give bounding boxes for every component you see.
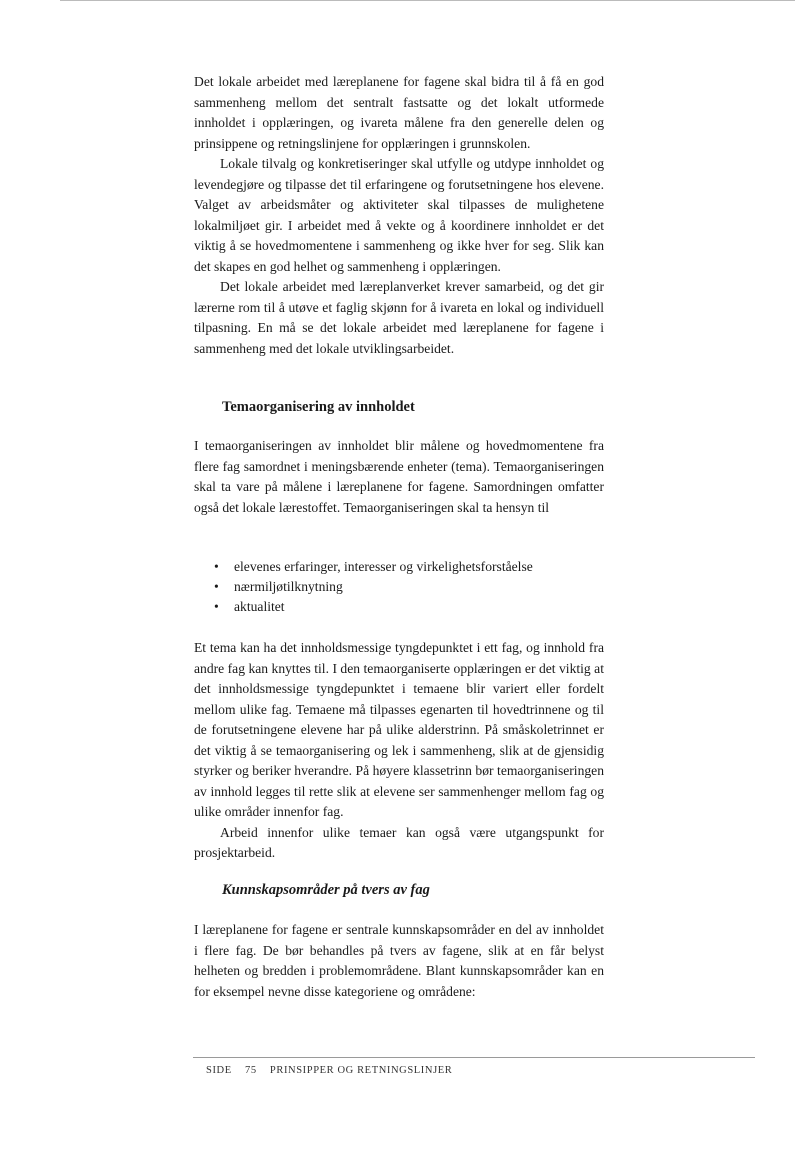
paragraph: Det lokale arbeidet med læreplanene for fagene skal bidra til å få en god sammenheng mellom det sentralt fastsatte og det lokalt utformede innholdet i opplæringen, og ivareta målene fra den generelle delen og prinsippene og retningslinjene for opplæringen i grunnskolen. [194,74,604,151]
knowledge-areas-section [194,920,604,1002]
paragraph: Lokale tilvalg og konkretiseringer skal utfylle og utdype innholdet og levendegjøre og tilpasse det til erfaringene og forutsetningene hos elevene. Valget av arbeidsmåter og aktiviteter skal tilpasses de mulighetene lokalmiljøet gir. I arbeidet med å vekte og å koordinere innholdet er det viktig å se hovedmomentene i sammenheng og ikke hver for seg. Slik kan det skapes en god helhet og sammenheng i opplæringen. [194,156,604,274]
page-number: 75 [244,1065,257,1076]
list-item [194,557,604,577]
paragraph: I temaorganiseringen av innholdet blir målene og hovedmomentene fra flere fag samordnet i meningsbærende enheter (tema). Temaorganiseringen skal ta vare på målene i læreplanene for fagene. Samordningen omfatter også det lokale lærestoffet. Temaorganiseringen skal ta hensyn til [194,438,604,515]
intro-section [194,72,604,359]
list-item [194,597,604,617]
theme-section [194,436,604,518]
bullet-list [194,557,604,617]
list-item-text: elevenes erfaringer, interesser og virkelighetsforståelse [234,559,533,574]
subsection-heading: Kunnskapsområder på tvers av fag [222,882,430,898]
paragraph: Et tema kan ha det innholdsmessige tyngdepunktet i ett fag, og innhold fra andre fag kan knyttes til. I den temaorganiserte opplæringen er det viktig at det innholdsmessige tyngdepunktet i temaene blir variert eller fordelt mellom ulike fag. Temaene må tilpasses egenarten til hovedtrinnene og til de forutsetningene elevene har på ulike alderstrinn. På småskoletrinnet er det viktig å se temaorganisering og lek i sammenheng, slik at de gjensidig styrker og beriker hverandre. På høyere klassetrinn bør temaorganiseringen av innhold legges til rette slik at elevene ser sammenhenger mellom fag og ulike områder innenfor fag. [194,640,604,819]
theme-details-section [194,638,604,864]
top-rule [60,0,795,1]
bullet-icon: • [214,599,219,614]
bullet-icon: • [214,579,219,594]
paragraph: I læreplanene for fagene er sentrale kunnskapsområder en del av innholdet i flere fag. De bør behandles på tvers av fagene, slik at en får belyst helheten og bredden i problemområdene. Blant kunnskapsområder kan en for eksempel nevne disse kategoriene og områdene: [194,922,604,999]
footer-side-label: SIDE [206,1065,232,1076]
paragraph: Arbeid innenfor ulike temaer kan også være utgangspunkt for prosjektarbeid. [194,824,604,860]
list-item-text: nærmiljøtilknytning [234,579,343,594]
section-heading: Temaorganisering av innholdet [222,399,415,415]
paragraph: Det lokale arbeidet med læreplanverket krever samarbeid, og det gir lærerne rom til å utøve et faglig skjønn for å ivareta en lokal og individuell tilpasning. En må se det lokale arbeidet med læreplanene for fagene i sammenheng med det lokale utviklingsarbeidet. [194,279,604,356]
footer-rule [193,1057,755,1058]
page-footer [206,1065,462,1076]
list-item [194,577,604,597]
bullet-icon: • [214,559,219,574]
running-title: PRINSIPPER OG RETNINGSLINJER [269,1065,453,1076]
list-item-text: aktualitet [234,599,285,614]
